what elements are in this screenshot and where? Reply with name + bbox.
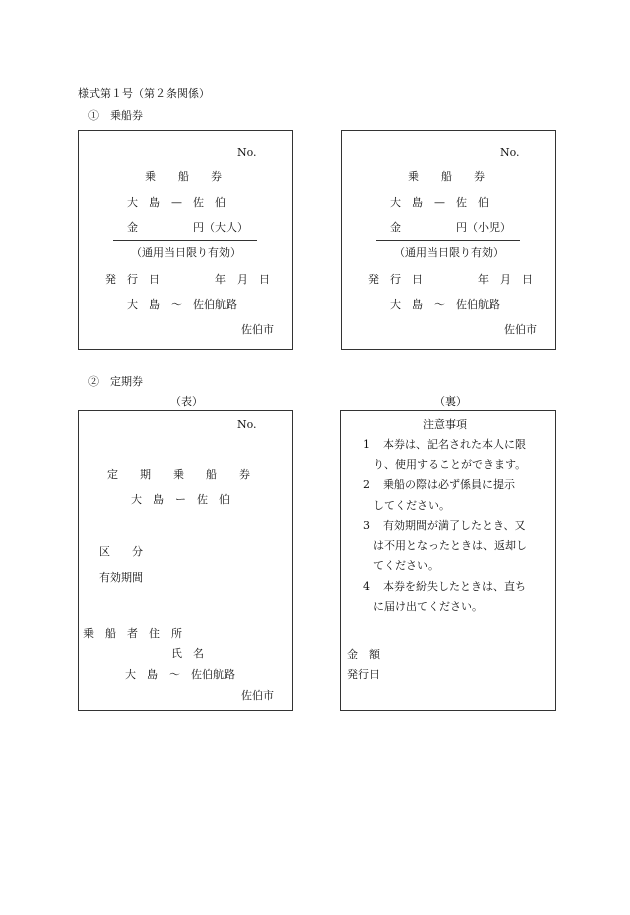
note-text-line: り、使用することができます。 [373,458,527,471]
note-text-line: 本券は、記名された本人に限 [383,438,526,451]
ticket-adult [78,130,293,350]
note-number: 2 [363,478,370,491]
ticket-route: 大 島 — 佐 伯 [127,196,226,209]
pass-title: 定 期 乗 船 券 [107,468,250,481]
note-text-line: は不用となったときは、返却し [373,539,527,552]
ticket-issue-date: 発 行 日 年 月 日 [368,273,533,286]
divider [376,240,520,241]
pass-back [340,410,556,711]
ticket-validity: （通用当日限り有効） [394,246,504,259]
pass-issuer: 佐伯市 [241,689,274,702]
pass-category-label: 区 分 [99,545,143,558]
ticket-route-name: 大 島 〜 佐伯航路 [390,298,500,311]
form-title: 様式第１号（第２条関係） [78,87,210,100]
note-number: 1 [363,438,370,451]
note-text-line: 乗船の際は必ず係員に提示 [383,478,515,491]
issue-date-label: 発行日 [347,668,380,681]
ticket-issuer: 佐伯市 [504,323,537,336]
front-side-label: （表） [170,395,203,408]
ticket-title: 乗 船 券 [408,170,485,183]
back-side-label: （裏） [434,395,467,408]
section-title-ticket: ① 乗船券 [88,109,143,122]
pass-number: No. [237,418,257,431]
pass-route-name: 大 島 〜 佐伯航路 [125,668,235,681]
note-text-line: してください。 [373,499,450,512]
ticket-issue-date: 発 行 日 年 月 日 [105,273,270,286]
note-text-line: に届け出てください。 [373,600,483,613]
ticket-number: No. [500,146,520,159]
notes-heading: 注意事項 [423,418,467,431]
ticket-route-name: 大 島 〜 佐伯航路 [127,298,237,311]
ticket-price: 金 円（大人） [127,221,248,234]
note-number: 4 [363,580,370,593]
amount-label: 金 額 [347,648,380,661]
note-number: 3 [363,519,370,532]
pass-route: 大 島 ー 佐 伯 [131,493,230,506]
note-text-line: 有効期間が満了したとき、又 [383,519,526,532]
ticket-number: No. [237,146,257,159]
ticket-validity: （通用当日限り有効） [131,246,241,259]
ticket-title: 乗 船 券 [145,170,222,183]
section-title-pass: ② 定期券 [88,375,143,388]
ticket-child [341,130,556,350]
divider [113,240,257,241]
pass-valid-period-label: 有効期間 [99,571,143,584]
ticket-route: 大 島 — 佐 伯 [390,196,489,209]
pass-address-label: 乗 船 者 住 所 [83,627,182,640]
pass-front [78,410,293,711]
note-text-line: 本券を紛失したときは、直ち [383,580,526,593]
ticket-issuer: 佐伯市 [241,323,274,336]
pass-name-label: 氏 名 [171,647,204,660]
note-text-line: てください。 [373,559,439,572]
ticket-price: 金 円（小児） [390,221,511,234]
